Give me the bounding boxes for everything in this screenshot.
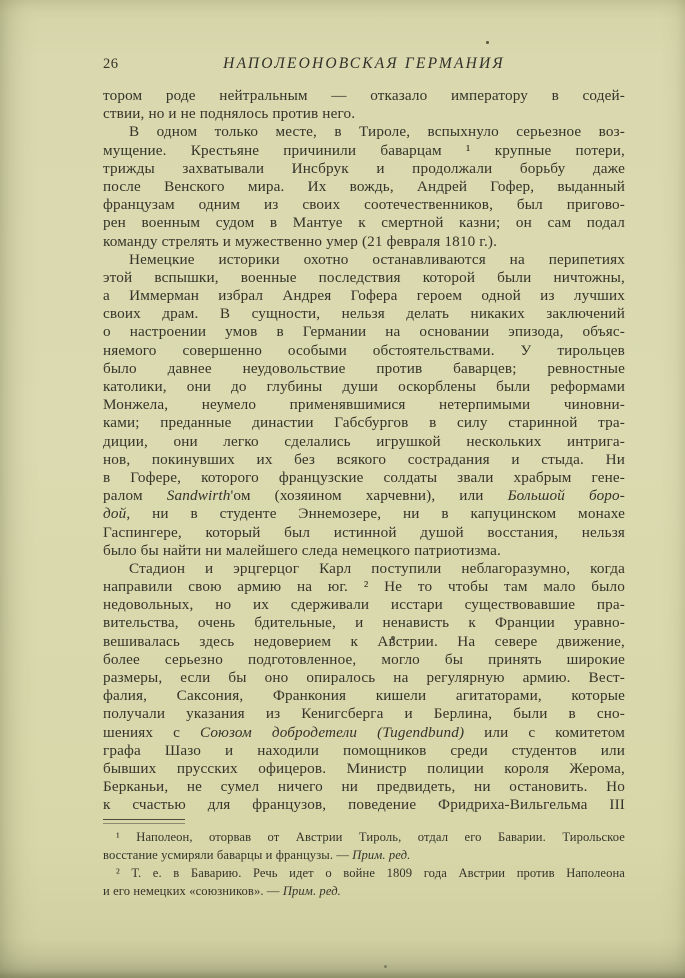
text-segment: Прим. ред. [282, 884, 341, 898]
text-line [103, 87, 625, 105]
text-line [103, 360, 625, 378]
text-segment: недовольных, но их сдерживали исстари существовавшие пра- [103, 596, 625, 614]
text-segment: вительства, очень бдительные, и ненависть к Франции уравно- [103, 614, 625, 632]
text-segment: Sandwirth [166, 487, 231, 505]
text-segment: бывших прусских офицеров. Министр полиции короля Жерома, [103, 759, 625, 777]
text-line [103, 524, 625, 542]
text-segment: 'ом (хозяином харчевни), или [230, 487, 508, 505]
text-line [103, 760, 625, 778]
text-line [103, 414, 625, 432]
ink-speck [486, 41, 489, 44]
text-segment: и его немецких «союзников». — [103, 884, 283, 898]
running-title: НАПОЛЕОНОВСКАЯ ГЕРМАНИЯ [223, 55, 505, 72]
text-segment: Союзом добродетели (Tugendbund) [200, 723, 465, 741]
text-segment: Стадион и эрцгерцог Карл поступили неблагоразумно, когда [129, 559, 625, 577]
text-line [103, 396, 625, 414]
text-line [103, 469, 625, 487]
text-segment: о настроении умов в Германии на основании эпизода, объяс- [103, 323, 625, 341]
text-line [103, 669, 625, 687]
text-segment: графа Шазо и находили помощников среди студентов или [103, 741, 625, 759]
text-segment: или с комитетом [464, 723, 625, 741]
page-header [103, 55, 625, 75]
text-segment: французам одним из своих соотечественников, был пригово- [103, 196, 625, 214]
page-number: 26 [103, 56, 119, 72]
text-line [103, 305, 625, 323]
text-segment: получали указания из Кенигсберга и Берлина, были в сно- [103, 705, 625, 723]
text-line [103, 846, 625, 864]
text-line [103, 269, 625, 287]
text-line [103, 864, 625, 882]
text-line [103, 378, 625, 396]
text-line [103, 451, 625, 469]
text-segment: ралом [103, 487, 167, 505]
text-line [103, 342, 625, 360]
text-line [103, 487, 625, 505]
text-segment: вешивалась здесь недоверием к Австрии. На севере движение, [103, 632, 625, 650]
text-line [103, 505, 625, 523]
text-segment: более серьезно подготовленное, могло бы принять широкие [103, 650, 625, 668]
text-segment: ками; преданные династии Габсбургов в силу старинной тра- [103, 414, 625, 432]
text-line [103, 251, 625, 269]
ink-speck [384, 965, 387, 968]
text-segment: рен военным судом в Мантуе к смертной казни; он сам подал [103, 214, 625, 232]
text-line [103, 578, 625, 596]
text-segment: Немецкие историки охотно останавливаются на перипетиях [129, 250, 625, 268]
text-segment: было бы найти ни малейшего следа немецкого патриотизма. [103, 541, 501, 559]
text-line [103, 123, 625, 141]
text-segment: команду стрелять и мужественно умер (21 февраля 1810 г.). [103, 232, 498, 250]
text-segment: Большой боро- [507, 487, 625, 505]
text-segment: Берканьи, не сумел ничего ни предвидеть, ни остановить. Но [103, 778, 625, 796]
text-line [103, 614, 625, 632]
text-line [103, 323, 625, 341]
text-segment: восстание усмиряли баварцы и французы. — [103, 848, 353, 862]
text-segment: Гаспингере, который был истинной душой восстания, нельзя [103, 523, 625, 541]
text-line [103, 542, 625, 560]
text-line [103, 705, 625, 723]
text-segment: ствии, но и не поднялось против него. [103, 105, 356, 123]
text-segment: дой [103, 505, 127, 523]
text-segment: ¹ Наполеон, оторвав от Австрии Тироль, отдал его Баварии. Тирольское [116, 830, 625, 844]
body-text [103, 87, 625, 815]
text-segment: ² Т. е. в Баварию. Речь идет о войне 1809 года Австрии против Наполеона [116, 866, 625, 880]
text-segment: направили свою армию на юг. ² Не то чтобы там мало было [103, 578, 625, 596]
text-line [103, 742, 625, 760]
text-line [103, 196, 625, 214]
text-line [103, 160, 625, 178]
text-segment: Монжела, неумело применявшимися нетерпимыми чиновни- [103, 396, 625, 414]
text-line [103, 433, 625, 451]
text-line [103, 828, 625, 846]
text-line [103, 724, 625, 742]
text-line [103, 142, 625, 160]
text-segment: после Венского мира. Их вождь, Андрей Гофер, выданный [103, 177, 625, 195]
text-segment: диции, они легко сделались игрушкой нескольких интрига- [103, 432, 625, 450]
text-line [103, 214, 625, 232]
footnotes [103, 828, 625, 900]
text-segment: своих драм. В сущности, нельзя делать никаких заключений [103, 305, 625, 323]
text-segment: фалия, Саксония, Франкония кишели агитаторами, которые [103, 687, 625, 705]
text-segment: няемого совершенно особыми обстоятельствами. У тирольцев [103, 341, 625, 359]
text-segment: размеры, если бы оно опиралось на регулярную армию. Вест- [103, 669, 625, 686]
text-segment: к счастью для французов, поведение Фридриха-Вильгельма III [103, 796, 625, 814]
text-segment: нов, покинувших их без всякого сострадания и стыда. Ни [103, 450, 625, 468]
text-line [103, 105, 625, 123]
footnote-divider [103, 819, 185, 824]
text-line [103, 882, 625, 900]
text-line [103, 596, 625, 614]
text-line [103, 287, 625, 305]
text-line [103, 687, 625, 705]
text-segment: тором роде нейтральным — отказало императору в содей- [103, 87, 625, 104]
text-segment: шениях с [103, 723, 201, 741]
text-segment: а Иммерман избрал Андрея Гофера героем одной из лучших [103, 287, 625, 305]
text-line [103, 778, 625, 796]
text-segment: , ни в студенте Эннемозере, ни в капуцинском монахе [126, 505, 625, 523]
text-line [103, 178, 625, 196]
text-segment: в Гофере, которого французские солдаты звали храбрым гене- [103, 468, 625, 486]
text-line [103, 633, 625, 651]
text-line [103, 560, 625, 578]
text-line [103, 651, 625, 669]
text-segment: В одном только месте, в Тироле, вспыхнуло серьезное воз- [129, 123, 625, 141]
text-segment: Прим. ред. [352, 848, 411, 862]
text-segment: католики, они до глубины души оскорблены были реформами [103, 378, 625, 395]
text-segment: трижды захватывали Инсбрук и продолжали борьбу даже [103, 159, 625, 177]
text-segment: было давнее неудовольствие против баварцев; ревностные [103, 359, 625, 377]
text-line [103, 796, 625, 814]
text-segment: этой вспышки, военные последствия которой были ничтожны, [103, 268, 625, 286]
text-segment: мущение. Крестьяне причинили баварцам ¹ крупные потери, [103, 141, 625, 159]
text-line [103, 233, 625, 251]
